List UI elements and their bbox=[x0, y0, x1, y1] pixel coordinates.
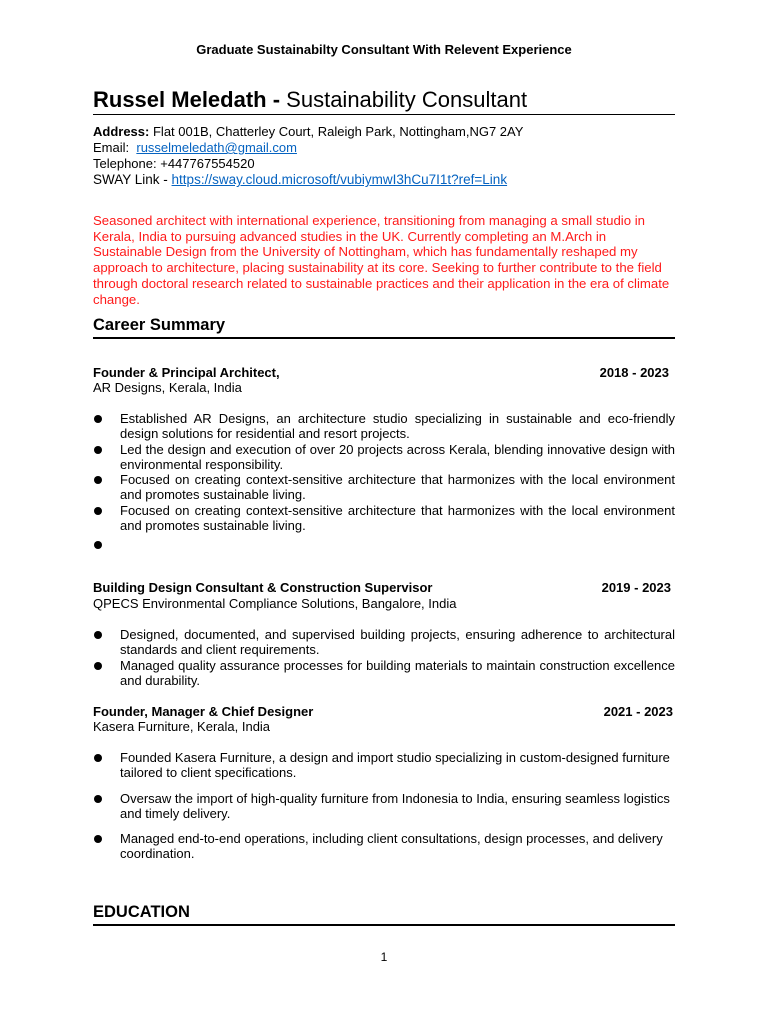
email-link[interactable]: russelmeledath@gmail.com bbox=[136, 140, 297, 155]
telephone-line: Telephone: +447767554520 bbox=[93, 156, 255, 171]
job-dates: 2018 - 2023 bbox=[599, 365, 669, 380]
list-item bbox=[93, 533, 675, 548]
list-item: Managed end-to-end operations, including client consultations, design processes, and delivery coordination. bbox=[93, 831, 675, 862]
address-line bbox=[93, 124, 523, 140]
address-label: Address: bbox=[93, 124, 150, 139]
career-summary-heading: Career Summary bbox=[93, 315, 675, 339]
bullet-icon bbox=[94, 795, 102, 803]
list-item: Focused on creating context-sensitive architecture that harmonizes with the local environment and promotes sustainable living. bbox=[93, 472, 675, 503]
list-item: Focused on creating context-sensitive architecture that harmonizes with the local environment and promotes sustainable living. bbox=[93, 503, 675, 534]
education-heading: EDUCATION bbox=[93, 902, 675, 926]
bullet-icon bbox=[94, 662, 102, 670]
bullet-icon bbox=[94, 415, 102, 423]
profile-summary: Seasoned architect with international experience, transitioning from managing a small studio in Kerala, India to pursuing advanced studies in the UK. Currently completing an M.Arch in Sustainable Design from the University of Nottingham, which has fundamentally reshaped my approach to architecture, placing sustainability at its core. Seeking to further contribute to the field through doctoral research related to sustainable practices and their application in the era of climate change. bbox=[93, 213, 670, 307]
page-number: 1 bbox=[380, 950, 388, 964]
sway-link[interactable]: https://sway.cloud.microsoft/vubiymwI3hCu7I1t?ref=Link bbox=[171, 172, 508, 187]
candidate-name: Russel Meledath - bbox=[93, 87, 281, 112]
list-item: Managed quality assurance processes for building materials to maintain construction excellence and durability. bbox=[93, 658, 675, 689]
list-item: Led the design and execution of over 20 projects across Kerala, blending innovative design with environmental responsibility. bbox=[93, 442, 675, 473]
bullet-icon bbox=[94, 754, 102, 762]
job-bullets bbox=[93, 627, 675, 688]
address-value: Flat 001B, Chatterley Court, Raleigh Park, Nottingham,NG7 2AY bbox=[152, 124, 524, 139]
bullet-icon bbox=[94, 835, 102, 843]
bullet-icon bbox=[94, 541, 102, 549]
job-bullets bbox=[93, 750, 675, 862]
company-name: QPECS Environmental Compliance Solutions, Bangalore, India bbox=[93, 596, 457, 611]
job-title bbox=[93, 704, 673, 720]
email-line bbox=[93, 140, 297, 156]
list-item: Established AR Designs, an architecture studio specializing in sustainable and eco-friendly design solutions for residential and resort projects. bbox=[93, 411, 675, 442]
job-dates: 2019 - 2023 bbox=[601, 580, 671, 595]
bullet-icon bbox=[94, 631, 102, 639]
email-label: Email: bbox=[93, 140, 130, 155]
sway-line bbox=[93, 172, 507, 188]
list-item: Oversaw the import of high-quality furniture from Indonesia to India, ensuring seamless logistics and timely delivery. bbox=[93, 791, 675, 822]
candidate-role: Sustainability Consultant bbox=[286, 87, 528, 112]
job-title bbox=[93, 365, 673, 381]
job-bullets bbox=[93, 411, 675, 548]
list-item: Designed, documented, and supervised building projects, ensuring adherence to architectural standards and client requirements. bbox=[93, 627, 675, 658]
job-title-text: Founder & Principal Architect, bbox=[93, 365, 280, 380]
job-title-text: Founder, Manager & Chief Designer bbox=[93, 704, 314, 719]
company-name: Kasera Furniture, Kerala, India bbox=[93, 719, 271, 734]
bullet-icon bbox=[94, 507, 102, 515]
bullet-icon bbox=[94, 446, 102, 454]
sway-label: SWAY Link - bbox=[93, 172, 168, 187]
list-item: Founded Kasera Furniture, a design and import studio specializing in custom-designed furniture tailored to client specifications. bbox=[93, 750, 675, 781]
bullet-icon bbox=[94, 476, 102, 484]
name-header bbox=[93, 86, 675, 115]
company-name: AR Designs, Kerala, India bbox=[93, 380, 242, 395]
job-title bbox=[93, 580, 673, 596]
job-dates: 2021 - 2023 bbox=[603, 704, 673, 719]
document-title: Graduate Sustainabilty Consultant With Relevent Experience bbox=[196, 42, 572, 57]
job-title-text: Building Design Consultant & Construction Supervisor bbox=[93, 580, 433, 595]
